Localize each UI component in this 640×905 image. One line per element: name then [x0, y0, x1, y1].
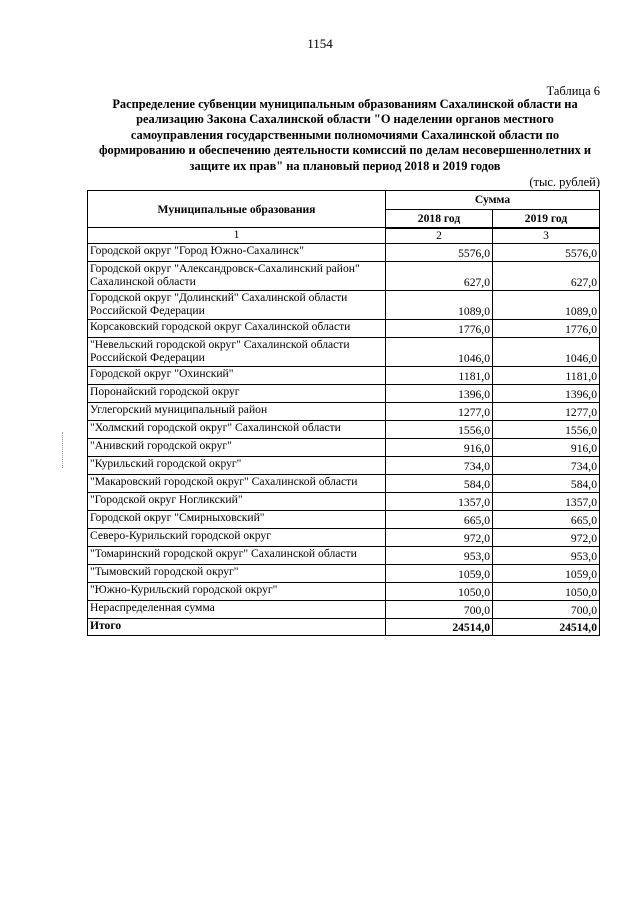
municipality-name	[88, 492, 386, 510]
total-2019: 24514,0	[493, 618, 600, 635]
municipality-name	[88, 261, 386, 290]
subvention-table	[87, 190, 600, 636]
municipality-name-line: Корсаковский городской округ Сахалинской области	[90, 319, 351, 333]
table-row	[88, 261, 600, 290]
municipality-name	[88, 528, 386, 546]
margin-stamp	[62, 432, 71, 468]
table-row	[88, 366, 600, 384]
table-row	[88, 546, 600, 564]
table-row	[88, 474, 600, 492]
value-2018: 700,0	[386, 600, 493, 618]
table-row	[88, 243, 600, 261]
municipality-name	[88, 366, 386, 384]
municipality-name	[88, 384, 386, 402]
municipality-name-line: Российской Федерации	[90, 304, 205, 317]
value-2019: 953,0	[493, 546, 600, 564]
municipality-name-line: "Макаровский городской округ" Сахалинской области	[90, 474, 358, 488]
value-2019: 1396,0	[493, 384, 600, 402]
table-row	[88, 420, 600, 438]
municipality-name	[88, 600, 386, 618]
table-label: Таблица 6	[546, 84, 600, 98]
value-2019: 584,0	[493, 474, 600, 492]
municipality-name	[88, 319, 386, 337]
municipality-name-line: "Тымовский городской округ"	[90, 564, 239, 578]
value-2019: 1357,0	[493, 492, 600, 510]
municipality-name	[88, 582, 386, 600]
municipality-name-line: "Курильский городской округ"	[90, 456, 242, 470]
municipality-name-line: Городской округ "Александровск-Сахалинский район"	[90, 261, 360, 275]
header-year-2019: 2019 год	[493, 209, 600, 227]
municipality-name	[88, 546, 386, 564]
value-2018: 665,0	[386, 510, 493, 528]
table-row	[88, 402, 600, 420]
header-municipalities: Муниципальные образования	[88, 191, 386, 228]
municipality-name	[88, 438, 386, 456]
municipality-name	[88, 243, 386, 261]
value-2018: 5576,0	[386, 243, 493, 261]
title-line: самоуправления государственными полномочиями Сахалинской области по	[130, 127, 560, 142]
column-number-row	[88, 228, 600, 244]
municipality-name	[88, 474, 386, 492]
table-row	[88, 528, 600, 546]
total-row	[88, 618, 600, 635]
document-title	[90, 97, 600, 174]
value-2018: 1059,0	[386, 564, 493, 582]
value-2019: 734,0	[493, 456, 600, 474]
table-row	[88, 337, 600, 366]
table-row	[88, 384, 600, 402]
value-2019: 972,0	[493, 528, 600, 546]
value-2019: 916,0	[493, 438, 600, 456]
value-2019: 1050,0	[493, 582, 600, 600]
value-2018: 1396,0	[386, 384, 493, 402]
column-number: 3	[493, 228, 600, 244]
municipality-name-line: Углегорский муниципальный район	[90, 402, 268, 416]
value-2018: 1556,0	[386, 420, 493, 438]
municipality-name-line: "Томаринский городской округ" Сахалинской области	[90, 546, 357, 560]
value-2018: 1776,0	[386, 319, 493, 337]
value-2018: 953,0	[386, 546, 493, 564]
municipality-name-line: "Невельский городской округ" Сахалинской области	[90, 337, 350, 351]
value-2019: 1181,0	[493, 366, 600, 384]
value-2019: 1059,0	[493, 564, 600, 582]
value-2019: 700,0	[493, 600, 600, 618]
municipality-name-line: Городской округ "Город Южно-Сахалинск"	[90, 243, 304, 257]
value-2018: 584,0	[386, 474, 493, 492]
municipality-name-line: Городской округ "Долинский" Сахалинской области	[90, 290, 348, 304]
table-row	[88, 456, 600, 474]
page-number: 1154	[307, 36, 333, 51]
value-2019: 1277,0	[493, 402, 600, 420]
total-2018: 24514,0	[386, 618, 493, 635]
title-line: Распределение субвенции муниципальным образованиям Сахалинской области на	[112, 97, 578, 111]
table-row	[88, 582, 600, 600]
municipality-name	[88, 420, 386, 438]
value-2018: 916,0	[386, 438, 493, 456]
value-2018: 972,0	[386, 528, 493, 546]
municipality-name-line: Северо-Курильский городской округ	[90, 528, 271, 542]
value-2019: 1046,0	[493, 337, 600, 366]
value-2019: 1089,0	[493, 290, 600, 319]
municipality-name-line: "Южно-Курильский городской округ"	[90, 582, 278, 596]
value-2019: 5576,0	[493, 243, 600, 261]
value-2018: 1050,0	[386, 582, 493, 600]
municipality-name-line: Городской округ "Смирныховский"	[90, 510, 265, 524]
value-2019: 665,0	[493, 510, 600, 528]
municipality-name-line: Городской округ "Охинский"	[90, 366, 234, 380]
municipality-name	[88, 564, 386, 582]
municipality-name	[88, 337, 386, 366]
table-row	[88, 290, 600, 319]
value-2018: 1277,0	[386, 402, 493, 420]
title-line: реализацию Закона Сахалинской области "О наделении органов местного	[136, 112, 554, 127]
value-2018: 734,0	[386, 456, 493, 474]
value-2019: 1556,0	[493, 420, 600, 438]
header-sum: Сумма	[386, 191, 600, 210]
title-line: защите их прав" на плановый период 2018 и 2019 годов	[189, 158, 501, 173]
municipality-name-line: Российской Федерации	[90, 351, 205, 364]
table-row	[88, 564, 600, 582]
value-2019: 1776,0	[493, 319, 600, 337]
header-year-2018: 2018 год	[386, 209, 493, 227]
units-label: (тыс. рублей)	[529, 175, 600, 189]
municipality-name-line: Нераспределенная сумма	[90, 600, 215, 614]
value-2018: 1357,0	[386, 492, 493, 510]
municipality-name-line: "Городской округ Ногликский"	[90, 492, 243, 506]
table-row	[88, 319, 600, 337]
value-2019: 627,0	[493, 261, 600, 290]
title-line: формированию и обеспечению деятельности комиссий по делам несовершеннолетних и	[98, 143, 592, 158]
table-row	[88, 438, 600, 456]
value-2018: 627,0	[386, 261, 493, 290]
table-row	[88, 600, 600, 618]
municipality-name-line: "Холмский городской округ" Сахалинской области	[90, 420, 341, 434]
municipality-name-line: Сахалинской области	[90, 275, 196, 288]
municipality-name	[88, 456, 386, 474]
value-2018: 1089,0	[386, 290, 493, 319]
total-label: Итого	[88, 618, 386, 635]
municipality-name-line: "Анивский городской округ"	[90, 438, 232, 452]
municipality-name-line: Поронайский городской округ	[90, 384, 240, 398]
municipality-name	[88, 510, 386, 528]
value-2018: 1181,0	[386, 366, 493, 384]
column-number: 2	[386, 228, 493, 244]
value-2018: 1046,0	[386, 337, 493, 366]
municipality-name	[88, 290, 386, 319]
table-row	[88, 510, 600, 528]
column-number: 1	[88, 228, 386, 244]
table-row	[88, 492, 600, 510]
municipality-name	[88, 402, 386, 420]
